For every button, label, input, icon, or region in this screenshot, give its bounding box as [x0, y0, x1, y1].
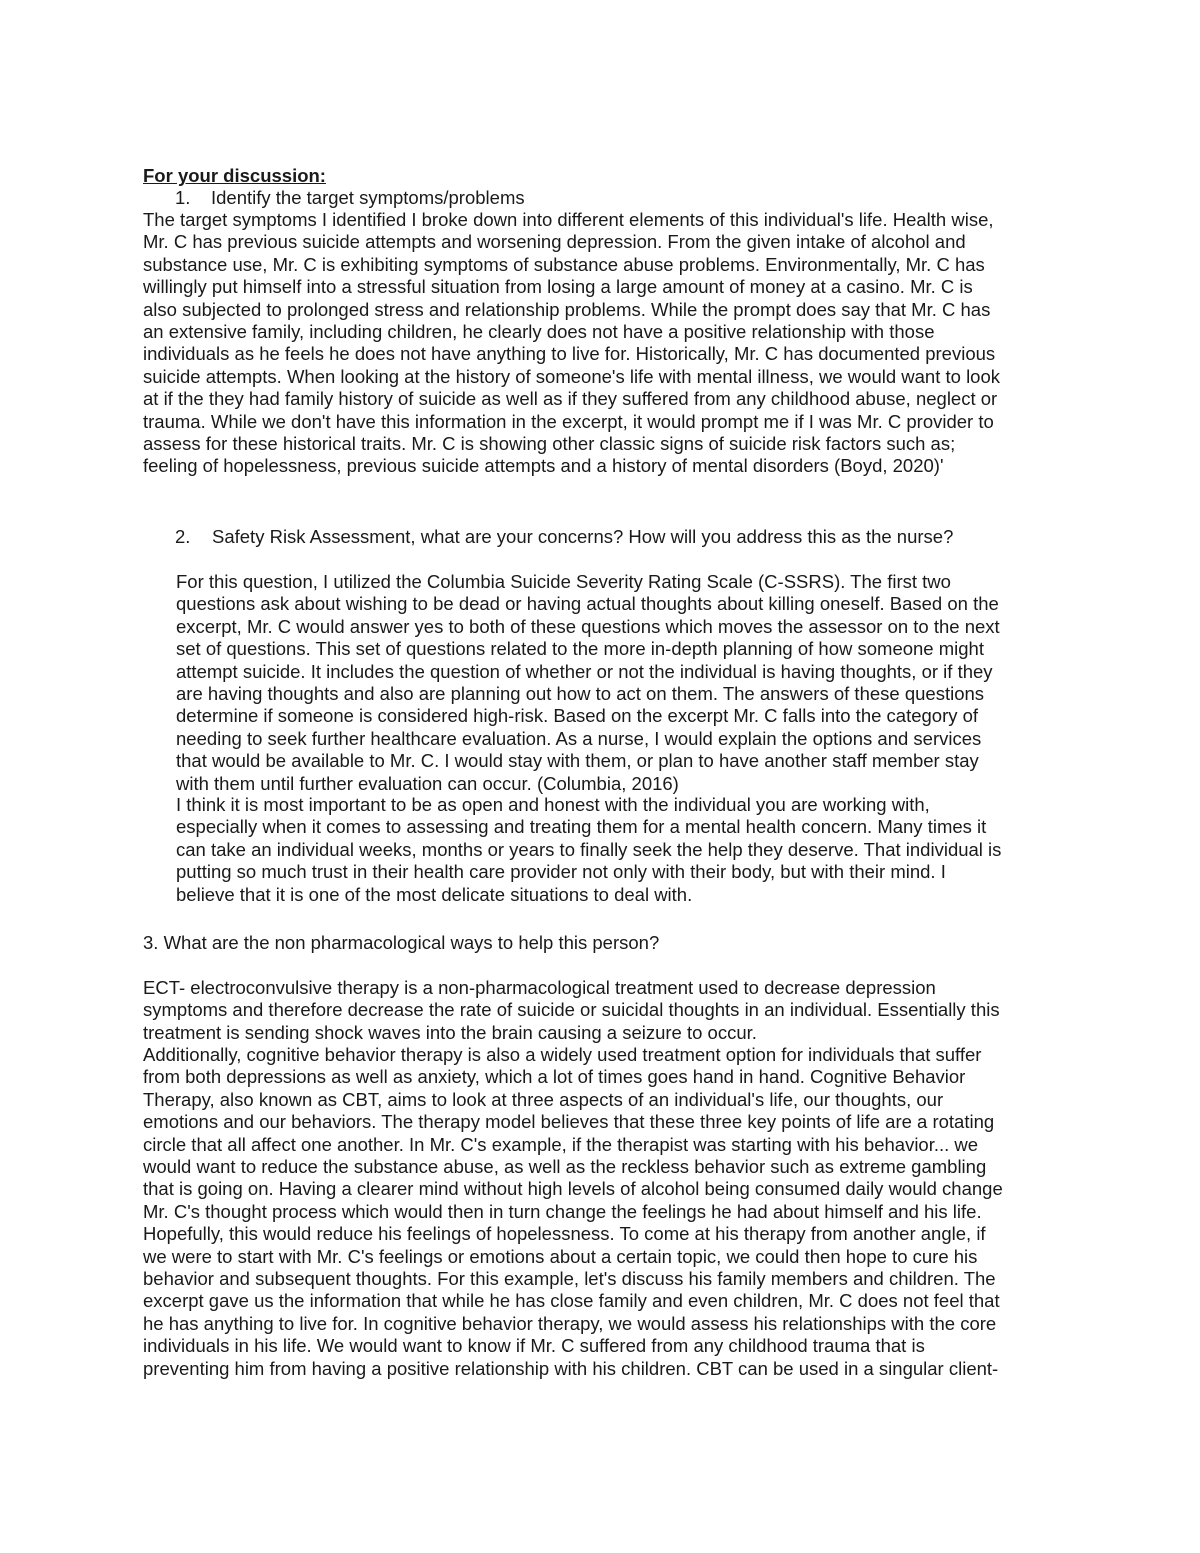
answer-3-cbt-paragraph	[143, 1044, 1083, 1380]
text-line: questions ask about wishing to be dead or having actual thoughts about killing oneself. Based on the	[176, 593, 999, 615]
text-line: believe that it is one of the most delicate situations to deal with.	[176, 883, 693, 905]
answer-3-ect-paragraph	[143, 977, 1083, 1044]
text-line: individuals in his life. We would want to know if Mr. C suffered from any childhood trauma that is	[143, 1335, 925, 1357]
text-line: Therapy, also known as CBT, aims to look at three aspects of an individual's life, our thoughts, our	[143, 1088, 944, 1110]
text-line: The target symptoms I identified I broke down into different elements of this individual's life. Health wise,	[143, 209, 994, 230]
text-line: Additionally, cognitive behavior therapy is also a widely used treatment option for individuals that suffer	[143, 1044, 982, 1065]
text-line: feeling of hopelessness, previous suicide attempts and a history of mental disorders (Boyd, 2020)'	[143, 455, 944, 477]
text-line: I think it is most important to be as open and honest with the individual you are working with,	[176, 794, 930, 815]
text-line: set of questions. This set of questions related to the more in-depth planning of how someone might	[176, 638, 984, 660]
text-line: trauma. While we don't have this information in the excerpt, it would prompt me if I was Mr. C provider to	[143, 410, 994, 432]
text-line: that is going on. Having a clearer mind without high levels of alcohol being consumed daily would change	[143, 1178, 1003, 1200]
text-line: circle that all affect one another. In Mr. C's example, if the therapist was starting with his behavior... we	[143, 1133, 979, 1155]
answer-2-paragraph	[176, 571, 1076, 795]
question-2	[175, 526, 953, 548]
text-line: especially when it comes to assessing and treating them for a mental health concern. Many times it	[176, 816, 987, 838]
text-line: emotions and our behaviors. The therapy model believes that these three key points of life are a rotating	[143, 1111, 995, 1133]
text-line: can take an individual weeks, months or years to finally seek the help they deserve. That individual is	[176, 838, 1002, 860]
text-line: Mr. C has previous suicide attempts and worsening depression. From the given intake of alcohol and	[143, 231, 966, 253]
text-line: needing to seek further healthcare evaluation. As a nurse, I would explain the options and services	[176, 727, 982, 749]
text-line: putting so much trust in their health care provider not only with their body, but with their mind. I	[176, 861, 946, 883]
text-line: he has anything to live for. In cognitive behavior therapy, we would assess his relationships with the core	[143, 1312, 997, 1334]
text-line: from both depressions as well as anxiety, which a lot of times goes hand in hand. Cognitive Behavior	[143, 1066, 966, 1088]
text-line: assess for these historical traits. Mr. C is showing other classic signs of suicide risk factors such as;	[143, 433, 956, 455]
text-line: excerpt, Mr. C would answer yes to both of these questions which moves the assessor on to the next	[176, 615, 1000, 637]
text-line: behavior and subsequent thoughts. For this example, let's discuss his family members and children. The	[143, 1268, 996, 1290]
text-line: determine if someone is considered high-risk. Based on the excerpt Mr. C falls into the category of	[176, 705, 979, 727]
question-1-text: Identify the target symptoms/problems	[211, 187, 525, 208]
text-line: also subjected to prolonged stress and relationship problems. While the prompt does say that Mr. C has	[143, 298, 991, 320]
text-line: are having thoughts and also are planning out how to act on them. The answers of these questions	[176, 683, 985, 705]
answer-2-followup-paragraph	[176, 794, 1076, 906]
question-1	[175, 187, 525, 209]
question-2-text: Safety Risk Assessment, what are your concerns? How will you address this as the nurse?	[212, 526, 954, 547]
text-line: that would be available to Mr. C. I would stay with them, or plan to have another staff member stay	[176, 750, 979, 772]
text-line: Hopefully, this would reduce his feelings of hopelessness. To come at his therapy from another angle, if	[143, 1223, 986, 1245]
text-line: attempt suicide. It includes the question of whether or not the individual is having thoughts, or if they	[176, 660, 993, 682]
text-line: preventing him from having a positive relationship with his children. CBT can be used in a singular client-	[143, 1357, 999, 1379]
text-line: Mr. C's thought process which would then in turn change the feelings he had about himself and his life.	[143, 1200, 982, 1222]
question-2-number: 2.	[175, 526, 191, 547]
text-line: we were to start with Mr. C's feelings or emotions about a certain topic, we could then hope to cure his	[143, 1245, 978, 1267]
text-line: suicide attempts. When looking at the history of someone's life with mental illness, we would want to look	[143, 365, 1001, 387]
text-line: would want to reduce the substance abuse, as well as the reckless behavior such as extreme gambling	[143, 1156, 987, 1178]
text-line: substance use, Mr. C is exhibiting symptoms of substance abuse problems. Environmentally, Mr. C has	[143, 253, 985, 275]
text-line: individuals as he feels he does not have anything to live for. Historically, Mr. C has documented previous	[143, 343, 996, 365]
text-line: For this question, I utilized the Columbia Suicide Severity Rating Scale (C-SSRS). The first two	[176, 571, 951, 592]
text-line: treatment is sending shock waves into the brain causing a seizure to occur.	[143, 1021, 757, 1043]
text-line: with them until further evaluation can occur. (Columbia, 2016)	[176, 772, 679, 794]
discussion-heading: For your discussion:	[143, 165, 326, 186]
text-line: ECT- electroconvulsive therapy is a non-pharmacological treatment used to decrease depression	[143, 977, 936, 998]
text-line: willingly put himself into a stressful situation from losing a large amount of money at a casino. Mr. C is	[143, 276, 973, 298]
text-line: an extensive family, including children, he clearly does not have a positive relationship with those	[143, 321, 935, 343]
text-line: symptoms and therefore decrease the rate of suicide or suicidal thoughts in an individual. Essentially this	[143, 999, 1000, 1021]
text-line: excerpt gave us the information that while he has close family and even children, Mr. C does not feel that	[143, 1290, 1000, 1312]
question-1-number: 1.	[175, 187, 191, 208]
answer-1-paragraph	[143, 209, 1083, 478]
question-3: 3. What are the non pharmacological ways to help this person?	[143, 932, 660, 953]
text-line: at if the they had family history of suicide as well as if they suffered from any childhood abuse, neglect or	[143, 388, 998, 410]
